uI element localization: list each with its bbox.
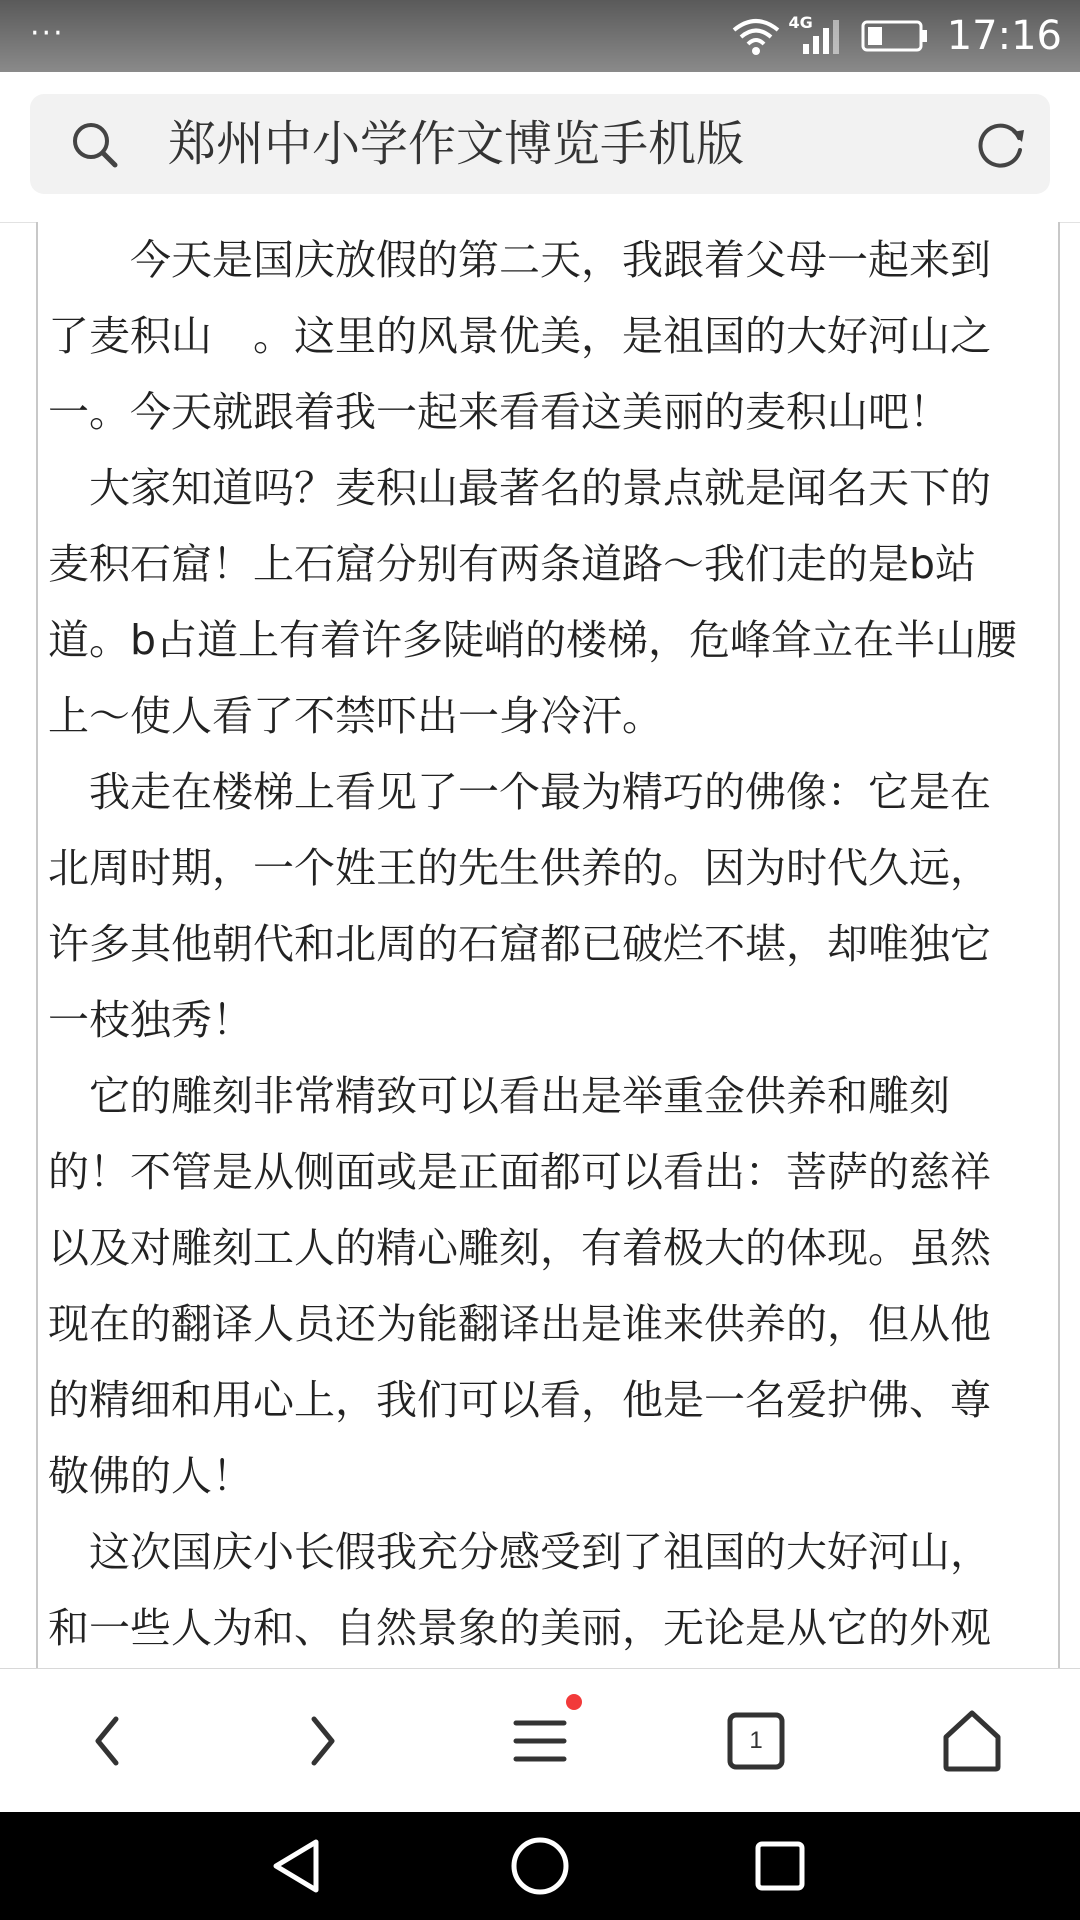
wifi-icon <box>730 16 782 56</box>
article-line: 我走在楼梯上看见了一个最为精巧的佛像：它是在 <box>48 768 991 816</box>
bottom-toolbar <box>0 1668 1080 1813</box>
tabs-button[interactable] <box>706 1691 806 1791</box>
article-line: 这次国庆小长假我充分感受到了祖国的大好河山， <box>48 1528 991 1576</box>
article-line: 许多其他朝代和北周的石窟都已破烂不堪，却唯独它 <box>48 920 991 968</box>
article-line: 了麦积山 。这里的风景优美，是祖国的大好河山之 <box>48 312 991 360</box>
article-line: 现在的翻译人员还为能翻译出是谁来供养的，但从他 <box>48 1300 991 1348</box>
nav-back-icon[interactable] <box>266 1834 330 1898</box>
article-content[interactable] <box>36 222 1060 1668</box>
article-line: 以及对雕刻工人的精心雕刻，有着极大的体现。虽然 <box>48 1224 991 1272</box>
article-line: 的精细和用心上，我们可以看，他是一名爱护佛、尊 <box>48 1376 991 1424</box>
nav-home-icon[interactable] <box>508 1834 572 1898</box>
back-icon[interactable] <box>58 1691 158 1791</box>
home-icon[interactable] <box>922 1691 1022 1791</box>
article-line: 今天是国庆放假的第二天，我跟着父母一起来到 <box>48 236 991 284</box>
article-line: 一。今天就跟着我一起来看看这美丽的麦积山吧！ <box>48 388 950 436</box>
nav-recents-icon[interactable] <box>748 1834 812 1898</box>
article-line: 一枝独秀！ <box>48 996 253 1044</box>
article-line: 它的雕刻非常精致可以看出是举重金供养和雕刻 <box>48 1072 950 1120</box>
search-icon[interactable] <box>70 120 120 170</box>
network-type-label: 4G <box>788 12 813 32</box>
status-icons <box>712 0 1062 72</box>
article-line: 敬佛的人！ <box>48 1452 253 1500</box>
article-line: 大家知道吗？麦积山最著名的景点就是闻名天下的 <box>48 464 991 512</box>
article-line: 的！不管是从侧面或是正面都可以看出：菩萨的慈祥 <box>48 1148 991 1196</box>
page-title[interactable]: 郑州中小学作文博览手机版 <box>168 116 745 172</box>
battery-icon <box>861 18 929 54</box>
article-line: 和一些人为和、自然景象的美丽，无论是从它的外观 <box>48 1604 991 1652</box>
forward-icon[interactable] <box>272 1691 372 1791</box>
tab-count: 1 <box>749 1727 763 1754</box>
overflow-dots: ··· <box>30 16 65 51</box>
status-time: 17:16 <box>946 13 1062 59</box>
system-navigation-bar <box>0 1812 1080 1920</box>
status-bar <box>0 0 1080 72</box>
article-line: 道。b占道上有着许多陡峭的楼梯，危峰耸立在半山腰 <box>48 616 1018 664</box>
article-line: 北周时期，一个姓王的先生供养的。因为时代久远， <box>48 844 991 892</box>
article-line: 上～使人看了不禁吓出一身冷汗。 <box>48 692 663 740</box>
refresh-icon[interactable] <box>974 118 1028 172</box>
address-bar[interactable] <box>30 94 1050 194</box>
address-bar-container <box>0 72 1080 223</box>
article-line: 麦积石窟！上石窟分别有两条道路～我们走的是b站 <box>48 540 977 588</box>
menu-notification-dot <box>566 1694 582 1710</box>
